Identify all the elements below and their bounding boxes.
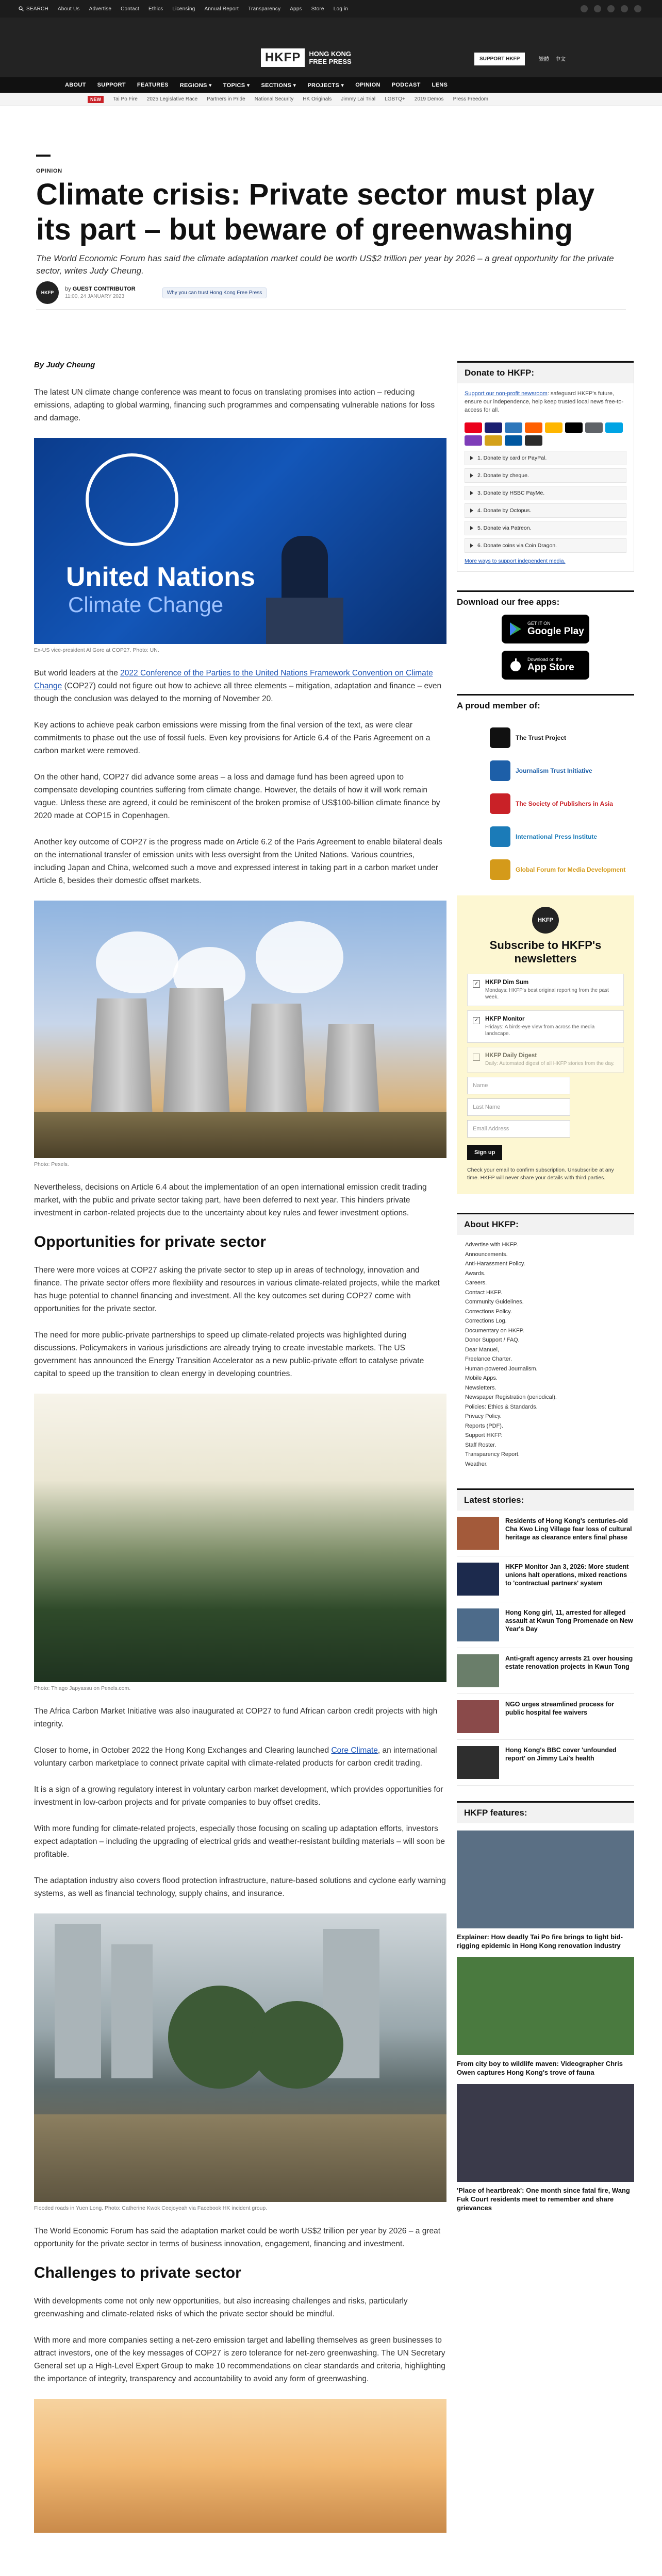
cooling-tower [245, 1004, 307, 1117]
story-thumbnail [457, 1746, 499, 1779]
image-caption: Ex-US vice-president Al Gore at COP27. Photo: UN. [34, 647, 159, 653]
donate-option-label: 1. Donate by card or PayPal. [477, 455, 547, 461]
nav-item-opinion[interactable]: OPINION [355, 82, 380, 88]
member-name: The Trust Project [516, 734, 567, 741]
lang-chinese[interactable]: 中文 [555, 57, 566, 62]
about-link[interactable]: Anti-Harassment Policy. [465, 1261, 525, 1267]
trust-link[interactable]: Why you can trust Hong Kong Free Press [162, 287, 267, 298]
photo-flood [34, 1913, 446, 2202]
member-logo-icon [490, 727, 510, 748]
site-logo[interactable] [261, 48, 352, 67]
about-link[interactable]: Reports (PDF). [465, 1422, 503, 1429]
apps-title: Download our free apps: [457, 590, 634, 607]
payment-card-icon [505, 435, 522, 446]
byline-divider [36, 309, 626, 310]
donate-option[interactable] [465, 503, 626, 518]
donate-option-label: 4. Donate by Octopus. [477, 507, 532, 514]
utility-link-contact[interactable]: Contact [121, 6, 139, 12]
trending-link[interactable]: Partners in Pride [207, 96, 245, 102]
utility-link-apps[interactable]: Apps [290, 6, 302, 12]
social-links [581, 0, 641, 18]
latest-story[interactable] [457, 1602, 634, 1648]
feature-headline: From city boy to wildlife maven: Videographer Chris Owen captures Hong Kong's trove of fauna [457, 2060, 623, 2076]
paragraph [34, 1744, 446, 1770]
more-ways-text: More ways to support independent media. [465, 558, 566, 564]
about-title: About HKFP: [457, 1213, 634, 1235]
newsletter-option-title: HKFP Daily Digest [485, 1053, 537, 1059]
new-badge: NEW [88, 96, 104, 103]
google-play-small: GET IT ON [527, 621, 551, 626]
un-emblem-icon [86, 453, 178, 546]
byline [36, 281, 624, 304]
paragraph: The adaptation industry also covers flood protection infrastructure, nature-based solutions and cyclone early warning systems, as well as financial technology, supply chains, and insurance. [34, 1876, 446, 1898]
about-link[interactable]: Privacy Policy. [465, 1413, 502, 1419]
name-input[interactable]: Name [467, 1077, 570, 1094]
paragraph: It is a sign of a growing regulatory interest in voluntary carbon market development, which provides opportunities for investment in low-carbon projects and for private companies to buy offset credits. [34, 1785, 443, 1807]
newsletter-title: Subscribe to HKFP's newsletters [489, 939, 602, 965]
about-link[interactable]: Documentary on HKFP. [465, 1327, 524, 1334]
building-shape [55, 1924, 101, 2078]
paragraph: The World Economic Forum has said the adaptation market could be worth US$2 trillion per year by 2026 – a great opportunity for the private sector in terms of business innovation, engagement, financing and investment. [34, 2227, 441, 2248]
section-label[interactable]: OPINION [36, 168, 62, 174]
payment-card-icons [457, 420, 634, 451]
story-thumbnail [457, 1654, 499, 1687]
paragraph [34, 667, 446, 705]
newsletter-note: Check your email to confirm subscription. Unsubscribe at any time. HKFP will never share your details with third parties. [467, 1167, 614, 1181]
utility-links [19, 0, 348, 18]
search-label: SEARCH [26, 6, 48, 12]
utility-link-store[interactable]: Store [311, 6, 324, 12]
figure-sunset [34, 2399, 446, 2533]
payment-card-icon [485, 422, 502, 433]
support-hkfp-button[interactable]: SUPPORT HKFP [474, 53, 525, 65]
search-link[interactable] [19, 6, 48, 12]
section-heading: Challenges to private sector [34, 2264, 241, 2281]
publish-date: 11:00, 24 JANUARY 2023 [65, 294, 125, 299]
byline-by: by [65, 286, 71, 292]
triangle-right-icon [470, 456, 473, 460]
nav-item-features[interactable]: FEATURES [137, 82, 169, 88]
triangle-right-icon [470, 509, 473, 513]
paragraph: Another key outcome of COP27 is the progress made on Article 6.2 of the Paris Agreement to enable bilateral deals on the international transfer of emission units with less oversight from the United Nations. Various countries, including Japan and China, welcomed such a move and expressed interest in taking part in a carbon market under Article 6, besides their domestic offset markets. [34, 838, 442, 885]
payment-card-icon [465, 422, 482, 433]
about-link[interactable]: Donor Support / FAQ. [465, 1337, 520, 1343]
trending-link[interactable]: Tai Po Fire [113, 96, 138, 102]
latest-story[interactable] [457, 1740, 634, 1786]
utility-link-advertise[interactable]: Advertise [89, 6, 112, 12]
search-icon [19, 6, 24, 11]
newsletter-option-monitor[interactable] [467, 1010, 624, 1043]
about-link[interactable]: Newsletters. [465, 1384, 496, 1391]
feature-story[interactable] [457, 1831, 634, 1950]
story-headline: HKFP Monitor Jan 3, 2026: More student unions halt operations, mixed reactions to 'contractual partners' system [505, 1563, 629, 1587]
google-play-big: Google Play [527, 626, 584, 637]
about-link[interactable]: Newspaper Registration (periodical). [465, 1394, 557, 1400]
member-logo[interactable] [457, 787, 634, 820]
trending-link[interactable]: HK Originals [303, 96, 332, 102]
utility-link-licensing[interactable]: Licensing [172, 6, 195, 12]
logo-wordmark [309, 50, 351, 65]
app-store-button[interactable] [502, 651, 589, 680]
triangle-right-icon [470, 491, 473, 495]
cooling-tower [91, 998, 153, 1117]
feature-image [457, 1957, 634, 2055]
paragraph: The need for more public-private partnerships to speed up climate-related projects was highlighted during discussions. Policymakers in various jurisdictions are already trying to create investable markets. The US government has announced the Energy Transition Accelerator as a new public-private effort to catalyse private capital to speed up the transition to clean energy in developing countries. [34, 1331, 424, 1378]
member-logo-icon [490, 826, 510, 847]
about-link[interactable]: Support HKFP. [465, 1432, 503, 1438]
building-shape [111, 1944, 153, 2078]
nav-item-lens[interactable]: LENS [432, 82, 448, 88]
latest-list [457, 1511, 634, 1786]
newsletter-option-daily-digest[interactable] [467, 1047, 624, 1073]
smoke-cloud [96, 931, 178, 993]
image-caption: Flooded roads in Yuen Long. Photo: Catherine Kwok Ceejoyeah via Facebook HK incident group. [34, 2205, 268, 2211]
about-link[interactable]: Freelance Charter. [465, 1356, 512, 1362]
utility-link-about[interactable]: About Us [57, 6, 80, 12]
trending-link[interactable]: LGBTQ+ [385, 96, 405, 102]
apple-icon [509, 658, 522, 672]
trending-bar [0, 93, 662, 106]
member-name: International Press Institute [516, 833, 598, 840]
story-thumbnail [457, 1517, 499, 1550]
top-utility-bar [0, 0, 662, 18]
about-link[interactable]: Policies: Ethics & Standards. [465, 1403, 538, 1410]
latest-title: Latest stories: [457, 1488, 634, 1511]
latest-story[interactable] [457, 1648, 634, 1694]
cooling-tower [323, 1024, 379, 1117]
article-subtitle: The World Economic Forum has said the climate adaptation market could be worth US$2 trillion per year by 2026 – a great opportunity for the private sector, writes Judy Cheung. [36, 253, 614, 276]
app-store-small: Download on the [527, 657, 562, 662]
figure-flood [34, 1913, 446, 2211]
story-headline: Residents of Hong Kong's centuries-old Cha Kwo Ling Village fear loss of cultural heritage as clearance enters final phase [505, 1517, 632, 1541]
story-headline: Hong Kong girl, 11, arrested for alleged assault at Kwun Tong Promenade on New Year's Day [505, 1609, 633, 1633]
newsletter-option-desc: Mondays: HKFP's best original reporting from the past week. [485, 988, 609, 1000]
trending-link[interactable]: National Security [254, 96, 294, 102]
logo-line-1: HONG KONG [309, 50, 351, 58]
story-thumbnail [457, 1563, 499, 1596]
feature-image [457, 2084, 634, 2182]
newsletter-option-dim-sum[interactable] [467, 974, 624, 1006]
nav-item-topics[interactable]: TOPICS ▾ [223, 82, 250, 89]
photo-power-plant [34, 901, 446, 1158]
member-logo[interactable] [457, 721, 634, 754]
text-run: , an international voluntary carbon marketplace to connect private capital with climate-related products for carbon credit trading. [34, 1746, 437, 1768]
paragraph: The latest UN climate change conference was meant to focus on translating promises into action – reducing emissions, adapting to global warming, financing such programmes and compensating vulnerable nations for loss and damage. [34, 388, 435, 422]
lang-traditional[interactable]: 繁體 [539, 57, 549, 62]
member-logo[interactable] [457, 853, 634, 886]
utility-link-ethics[interactable]: Ethics [148, 6, 163, 12]
image-caption: Photo: Pexels. [34, 1161, 69, 1167]
checkbox[interactable]: ✓ [473, 1017, 480, 1024]
support-newsroom-link[interactable]: Support our non-profit newsroom [465, 391, 548, 397]
paragraph: Key actions to achieve peak carbon emissions were missing from the final version of the text, as were clear commitments to phase out the use of fossil fuels. Even key provisions for Article 6.4 of the Paris Agreement on a carbon market were removed. [34, 721, 431, 755]
member-name: The Society of Publishers in Asia [516, 800, 613, 807]
checkbox[interactable] [473, 1054, 480, 1061]
tree-shape [251, 2001, 343, 2089]
text-run: (COP27) could not figure out how to achieve all three elements – mitigation, adaptation and finance – even though the conclusion was delayed to the morning of November 20. [34, 682, 442, 703]
last-name-input[interactable]: Last Name [467, 1098, 570, 1116]
donate-option[interactable] [465, 451, 626, 465]
trending-link[interactable]: 2019 Demos [414, 96, 444, 102]
payment-card-icon [525, 435, 542, 446]
about-link[interactable]: Careers. [465, 1280, 487, 1286]
section-rule [36, 155, 51, 157]
story-thumbnail [457, 1700, 499, 1733]
member-list [457, 721, 634, 886]
about-link[interactable]: Mobile Apps. [465, 1375, 498, 1381]
paragraph: With more funding for climate-related projects, especially those focusing on scaling up adaptation efforts, investors expect adaptation – including the upgrading of electrical grids and weather-resistant building materials – will soon be profitable. [34, 1824, 445, 1859]
paragraph: The Africa Carbon Market Initiative was also inaugurated at COP27 to fund African carbon credit projects with high integrity. [34, 1707, 438, 1728]
story-headline: Anti-graft agency arrests 21 over housing estate renovation projects in Kwun Tong [505, 1655, 633, 1670]
logo-line-2: FREE PRESS [309, 58, 352, 65]
trending-link[interactable]: 2025 Legislative Race [146, 96, 198, 102]
utility-link-login[interactable]: Log in [333, 6, 349, 12]
donate-option[interactable] [465, 521, 626, 535]
logo-mark: HKFP [261, 48, 305, 67]
feature-image [457, 1831, 634, 1928]
member-name: Journalism Trust Initiative [516, 767, 592, 774]
newsletter-option-desc: Fridays: A birds-eye view from across the media landscape. [485, 1024, 595, 1037]
about-link[interactable]: Staff Roster. [465, 1442, 496, 1448]
author-avatar[interactable]: HKFP [36, 281, 59, 304]
latest-story[interactable] [457, 1511, 634, 1556]
payment-card-icon [505, 422, 522, 433]
about-link[interactable]: Awards. [465, 1270, 486, 1277]
photo-cop27 [34, 438, 446, 644]
nav-item-sections[interactable]: SECTIONS ▾ [261, 82, 296, 89]
paragraph: Nevertheless, decisions on Article 6.4 about the implementation of an open international emission credit trading market, with the public and private sector taking part, have been deferred to next year. This hinders private investment in carbon-related projects due to the uncertainty about key rules and fewer investment options. [34, 1183, 427, 1217]
x-icon[interactable] [594, 5, 601, 12]
newsletter-widget [457, 895, 634, 1194]
flood-water [34, 2114, 446, 2202]
article-title: Climate crisis: Private sector must play its part – but beware of greenwashing [36, 178, 595, 246]
photo-text-united-nations: United Nations [66, 562, 255, 592]
utility-link-transparency[interactable]: Transparency [248, 6, 281, 12]
app-store-big: App Store [527, 662, 574, 673]
utility-link-annual-report[interactable]: Annual Report [204, 6, 239, 12]
donate-option[interactable] [465, 486, 626, 500]
article-body [34, 361, 446, 2546]
donate-widget [457, 361, 634, 572]
newsletter-option-desc: Daily: Automated digest of all HKFP stories from the day. [485, 1061, 615, 1066]
triangle-right-icon [470, 526, 473, 530]
byline-author [65, 286, 136, 292]
sign-up-button[interactable]: Sign up [467, 1145, 502, 1160]
member-name: Global Forum for Media Development [516, 866, 626, 873]
payment-card-icon [545, 422, 562, 433]
paragraph: With developments come not only new opportunities, but also increasing challenges and risks, particularly greenwashing and climate-related risks of which the private sector should be mindful. [34, 2297, 408, 2318]
figure-cop27 [34, 438, 446, 653]
figure-power-plant [34, 901, 446, 1167]
smoke-cloud [256, 921, 343, 993]
triangle-right-icon [470, 544, 473, 548]
paragraph: On the other hand, COP27 did advance some areas – a loss and damage fund has been agreed upon to compensate developing countries suffering from climate change. However, the details of how it will work remain vague. Unless these are agreed, it could be reminiscent of the broken promise of US$100-billion climate finance by 2020 made at COP15 in Copenhagen. [34, 773, 440, 820]
donate-title: Donate to HKFP: [457, 361, 634, 383]
cop27-link[interactable]: 2022 Conference of the Parties to the United Nations Framework Convention on Climate Change [34, 669, 433, 690]
newsletter-option-title: HKFP Monitor [485, 1016, 525, 1022]
more-ways-link[interactable] [465, 558, 626, 564]
payment-card-icon [605, 422, 623, 433]
latest-story[interactable] [457, 1556, 634, 1602]
cooling-tower [163, 988, 230, 1117]
text-run: But world leaders at the [34, 669, 121, 677]
donate-text [457, 383, 634, 420]
sidebar [457, 361, 634, 2212]
facebook-icon[interactable] [581, 5, 588, 12]
core-climate-link[interactable]: Core Climate [331, 1746, 378, 1755]
byline-contributor[interactable]: GUEST CONTRIBUTOR [72, 286, 136, 292]
member-title: A proud member of: [457, 694, 634, 711]
latest-story[interactable] [457, 1694, 634, 1740]
donate-option[interactable] [465, 468, 626, 483]
donate-option-label: 6. Donate coins via Coin Dragon. [477, 543, 557, 549]
payment-card-icon [565, 422, 583, 433]
instagram-icon[interactable] [607, 5, 615, 12]
about-link[interactable]: Corrections Policy. [465, 1308, 512, 1315]
paragraph: There were more voices at COP27 asking the private sector to step up in areas of technology, innovation and finance. The private sector offers more flexibility and resources in various climate-related projects, while the market has huge potential to channel financing and investment. All the key outcomes set during COP27 come with opportunities for the private sector. [34, 1266, 440, 1313]
donate-option-label: 2. Donate by cheque. [477, 472, 529, 479]
newsletter-logo: HKFP [532, 907, 559, 934]
figure-forest [34, 1394, 446, 1691]
about-link[interactable]: Community Guidelines. [465, 1299, 524, 1305]
story-headline: Hong Kong's BBC cover 'unfounded report' on Jimmy Lai's health [505, 1747, 617, 1762]
story-thumbnail [457, 1608, 499, 1641]
linkedin-icon[interactable] [634, 5, 641, 12]
feature-story[interactable] [457, 2084, 634, 2212]
article-author: By Judy Cheung [34, 361, 95, 369]
photo-sunset [34, 2399, 446, 2533]
about-link[interactable]: Transparency Report. [465, 1451, 520, 1458]
member-logo-icon [490, 859, 510, 880]
main-navigation [0, 77, 662, 93]
newsletter-option-title: HKFP Dim Sum [485, 979, 529, 986]
member-logo-icon [490, 793, 510, 814]
text-run: Closer to home, in October 2022 the Hong Kong Exchanges and Clearing launched [34, 1746, 332, 1755]
feature-headline: Explainer: How deadly Tai Po fire brings to light bid-rigging epidemic in Hong Kong renovation industry [457, 1933, 623, 1950]
photo-forest [34, 1394, 446, 1682]
google-play-icon [509, 622, 522, 636]
nav-item-podcast[interactable]: PODCAST [391, 82, 421, 88]
nav-item-about[interactable]: ABOUT [65, 82, 86, 88]
trending-link[interactable]: Press Freedom [453, 96, 488, 102]
lectern-shape [266, 598, 343, 644]
about-link[interactable]: Corrections Log. [465, 1318, 507, 1324]
about-link[interactable]: Human-powered Journalism. [465, 1365, 538, 1372]
email-input[interactable]: Email Address [467, 1120, 570, 1138]
payment-card-icon [465, 435, 482, 446]
donate-option-label: 5. Donate via Patreon. [477, 525, 532, 531]
youtube-icon[interactable] [621, 5, 628, 12]
google-play-button[interactable] [502, 615, 589, 643]
payment-card-icon [485, 435, 502, 446]
trending-link[interactable]: Jimmy Lai Trial [341, 96, 376, 102]
story-headline: NGO urges streamlined process for public hospital fee waivers [505, 1701, 615, 1716]
member-logo[interactable] [457, 820, 634, 853]
about-link[interactable]: Weather. [465, 1461, 488, 1467]
about-list [457, 1235, 634, 1474]
photo-text-climate-change: Climate Change [68, 592, 224, 617]
feature-story[interactable] [457, 1957, 634, 2077]
payment-card-icon [525, 422, 542, 433]
paragraph: With more and more companies setting a net-zero emission target and labelling themselves as green businesses to attract investors, one of the key messages of COP27 is zero tolerance for net-zero greenwashing. The UN Secretary General set up a High-Level Expert Group to make 10 recommendations on clear standards and criteria, highlighting the importance of integrity, transparency and accountability to avoid any form of greenwashing. [34, 2336, 445, 2383]
ground-field [34, 1112, 446, 1158]
nav-item-regions[interactable]: REGIONS ▾ [179, 82, 212, 89]
features-list [457, 1831, 634, 2212]
nav-item-projects[interactable]: PROJECTS ▾ [307, 82, 344, 89]
section-heading: Opportunities for private sector [34, 1233, 267, 1250]
about-link[interactable]: Announcements. [465, 1251, 508, 1258]
features-title: HKFP features: [457, 1801, 634, 1823]
triangle-right-icon [470, 473, 473, 478]
about-link[interactable]: Advertise with HKFP. [465, 1242, 518, 1248]
member-logo-icon [490, 760, 510, 781]
feature-headline: 'Place of heartbreak': One month since fatal fire, Wang Fuk Court residents meet to remember and share grievances [457, 2187, 630, 2212]
member-logo[interactable] [457, 754, 634, 787]
byline-text [65, 286, 136, 299]
donate-option-label: 3. Donate by HSBC PayMe. [477, 490, 545, 496]
donate-option[interactable] [465, 538, 626, 553]
about-link[interactable]: Dear Manuel, [465, 1346, 500, 1353]
image-caption: Photo: Thiago Japyassu on Pexels.com. [34, 1685, 131, 1691]
checkbox[interactable]: ✓ [473, 980, 480, 988]
about-link[interactable]: Contact HKFP. [465, 1289, 502, 1296]
language-switch [539, 55, 566, 62]
site-header [0, 18, 662, 77]
text-run: : safeguard HKFP's future, ensure our independence, help keep trusted local news free-to-access for all. [465, 391, 624, 413]
payment-card-icon [585, 422, 603, 433]
nav-item-support[interactable]: SUPPORT [97, 82, 126, 88]
